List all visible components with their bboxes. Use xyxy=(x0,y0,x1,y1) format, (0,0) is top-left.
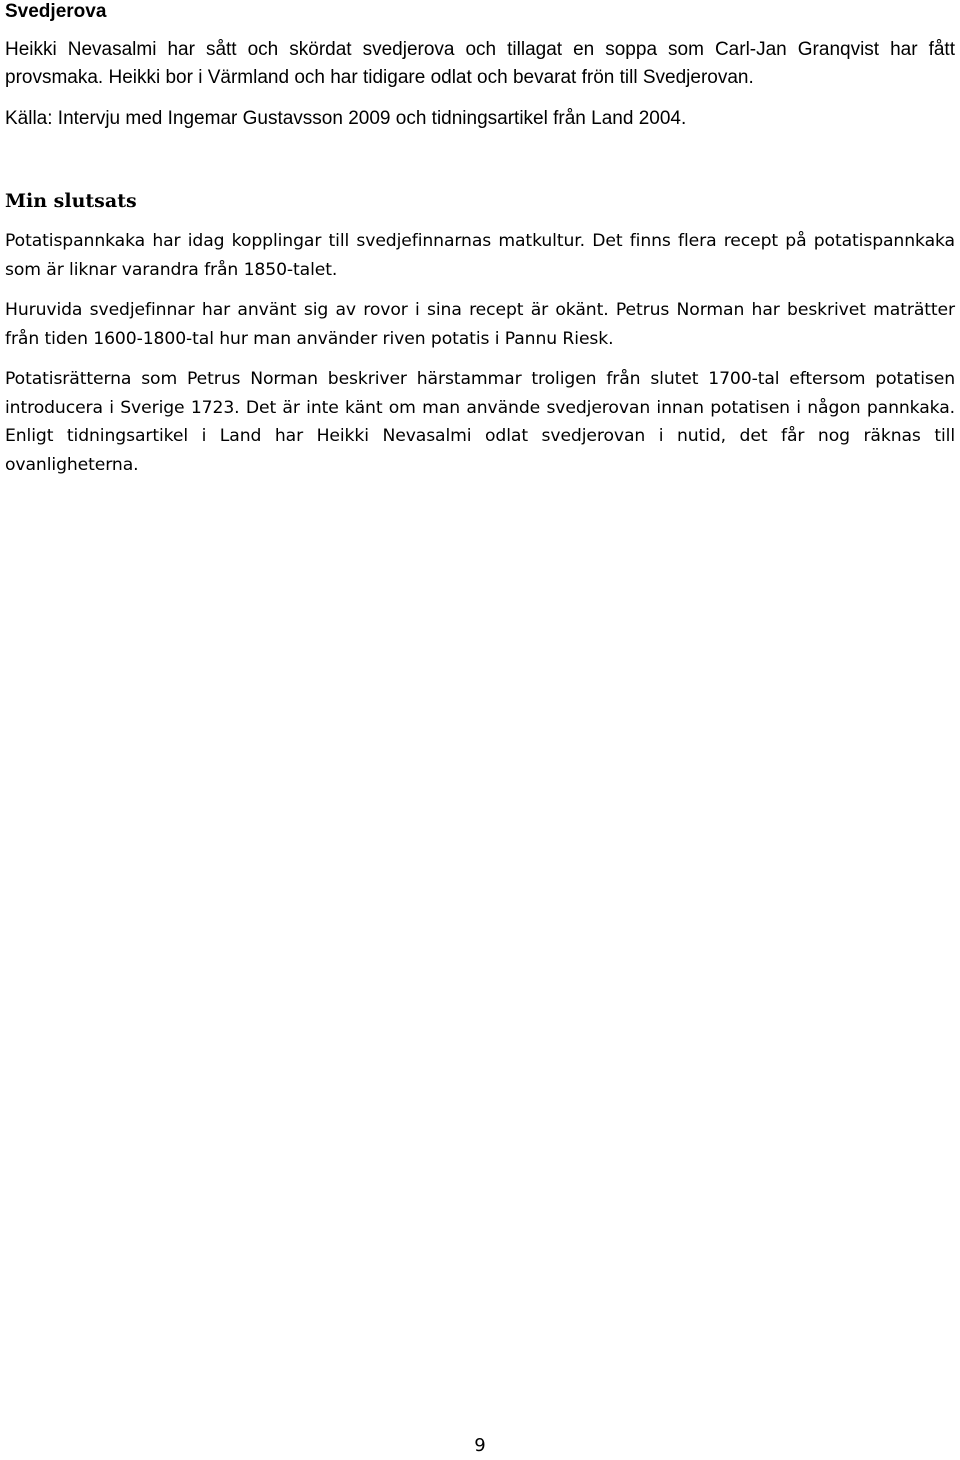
page-number: 9 xyxy=(474,1435,486,1456)
intro-paragraph: Heikki Nevasalmi har sått och skördat svedjerova och tillagat en soppa som Carl-Jan Granqvist har fått provsmaka. Heikki bor i Värmland och har tidigare odlat och bevarat frön till Svedjerovan. xyxy=(5,39,955,88)
source-paragraph: Källa: Intervju med Ingemar Gustavsson 2009 och tidningsartikel från Land 2004. xyxy=(5,108,687,129)
conclusion-paragraph-2: Huruvida svedjefinnar har använt sig av rovor i sina recept är okänt. Petrus Norman har beskrivet maträtter från tiden 1600-1800-tal hur man använder riven potatis i Pannu Riesk. xyxy=(5,300,955,349)
section-title: Svedjerova xyxy=(5,1,107,22)
conclusion-paragraph-3: Potatisrätterna som Petrus Norman beskriver härstammar troligen från slutet 1700-tal eftersom potatisen introducera i Sverige 1723. Det är inte känt om man använde svedjerovan innan potatisen i någon pannkaka. Enligt tidningsartikel i Land har Heikki Nevasalmi odlat svedjerovan i nutid, det får nog räknas till ovanligheterna. xyxy=(5,369,955,475)
conclusion-heading: Min slutsats xyxy=(5,190,137,212)
conclusion-paragraph-1: Potatispannkaka har idag kopplingar till svedjefinnarnas matkultur. Det finns flera recept på potatispannkaka som är liknar varandra från 1850-talet. xyxy=(5,231,955,280)
